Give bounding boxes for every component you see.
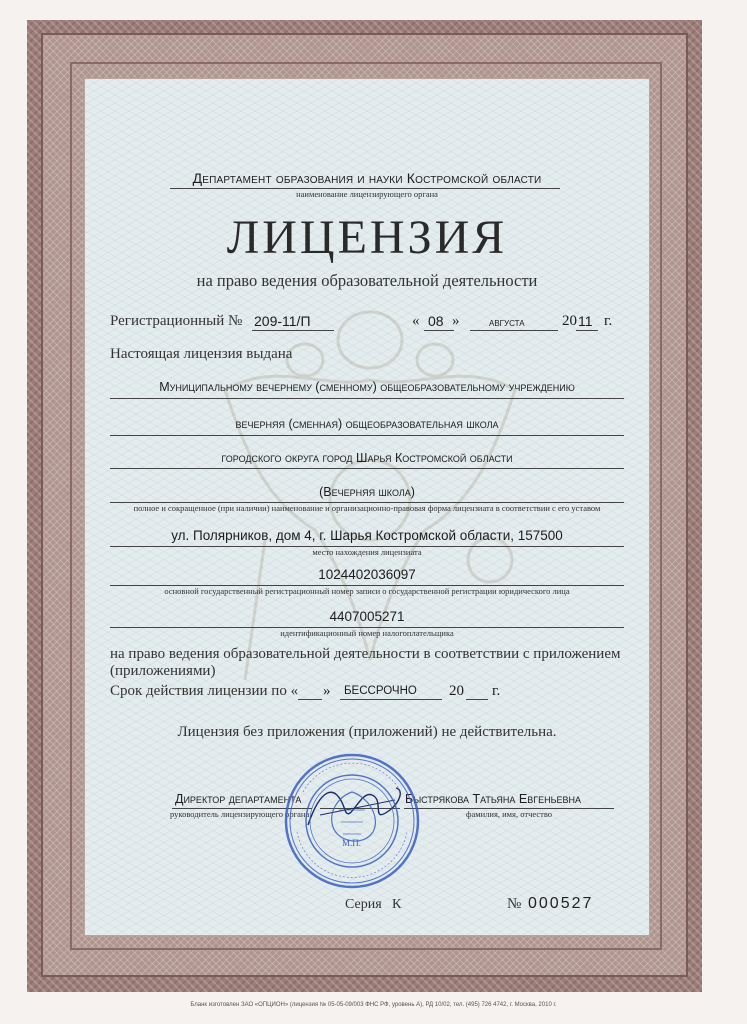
validity-value: БЕССРОЧНО <box>344 685 417 697</box>
registration-year: 11 <box>578 313 593 329</box>
licensee-address: ул. Полярников, дом 4, г. Шарья Костромской области, 157500 <box>171 528 563 543</box>
ogrn-caption: основной государственный регистрационный номер записи о государственной регистрации юридического лица <box>164 586 570 596</box>
licensee-line-2: вечерняя (сменная) общеобразовательная школа <box>235 417 499 431</box>
licensee-line-4: (Вечерняя школа) <box>319 485 415 499</box>
inn-caption: идентификационный номер налогоплательщика <box>280 628 454 638</box>
licensee-line-3: городского округа город Шарья Костромской области <box>221 451 513 465</box>
validity-day-line <box>298 699 322 700</box>
position-caption: руководитель лицензирующего органа <box>170 809 310 819</box>
registration-label: Регистрационный № <box>110 313 243 329</box>
validity-year-line <box>466 699 488 700</box>
series-value: К <box>392 897 402 912</box>
inn-value: 4407005271 <box>329 609 405 624</box>
serial-number-label: № <box>507 896 522 912</box>
year-prefix: 20 <box>562 313 577 329</box>
registration-number: 209-11/П <box>254 313 311 329</box>
date-close-quote: » <box>452 313 460 329</box>
year-unit: г. <box>604 313 613 329</box>
validity-year-prefix: 20 <box>449 683 464 699</box>
licensee-line-3-rule <box>110 468 624 469</box>
purpose-line-2: (приложениями) <box>110 663 216 679</box>
stamp-mp-label: М.П. <box>342 838 362 848</box>
month-line <box>470 330 558 331</box>
signatory-position: Директор департамента <box>175 792 302 806</box>
official-seal-stamp <box>283 752 421 890</box>
validity-value-line <box>340 699 442 700</box>
validity-notice: Лицензия без приложения (приложений) не действительна. <box>177 724 557 740</box>
serial-number: 000527 <box>528 895 594 912</box>
ogrn-value: 1024402036097 <box>318 567 416 582</box>
authority-caption: наименование лицензирующего органа <box>296 189 438 199</box>
licensee-line-1-rule <box>110 398 624 399</box>
name-caption: фамилия, имя, отчество <box>465 809 553 819</box>
registration-day: 08 <box>428 313 444 329</box>
address-caption: место нахождения лицензиата <box>312 547 422 557</box>
licensee-line-1: Муниципальному вечернему (сменному) общеобразовательному учреждению <box>159 380 575 394</box>
purpose-line-1: на право ведения образовательной деятельности в соответствии с приложением <box>110 646 621 662</box>
registration-number-line <box>252 330 334 331</box>
validity-close-quote: » <box>323 683 331 699</box>
year-line <box>576 330 598 331</box>
validity-label: Срок действия лицензии по « <box>110 683 299 699</box>
licensee-caption: полное и сокращенное (при наличии) наименование и организационно-правовая форма лицензиата в соответствии с его уставом <box>133 503 601 513</box>
series-label: Серия <box>345 897 382 912</box>
licensee-line-2-rule <box>110 435 624 436</box>
signatory-name: Быстрякова Татьяна Евгеньевна <box>405 792 582 806</box>
validity-year-unit: г. <box>492 683 501 699</box>
issued-to-label: Настоящая лицензия выдана <box>110 346 293 362</box>
document-title: ЛИЦЕНЗИЯ <box>226 211 508 264</box>
document-subtitle: на право ведения образовательной деятельности <box>196 271 538 290</box>
registration-month: августа <box>489 315 525 329</box>
day-line <box>424 330 454 331</box>
licensing-authority: Департамент образования и науки Костромской области <box>192 170 542 186</box>
print-footer: Бланк изготовлен ЗАО «ОПЦИОН» (лицензия № 05-05-09/003 ФНС РФ, уровень А), РД 10/02, тел. (495) 726 4742, г. Москва, 2010 г. <box>190 1002 557 1008</box>
date-open-quote: « <box>412 313 420 329</box>
